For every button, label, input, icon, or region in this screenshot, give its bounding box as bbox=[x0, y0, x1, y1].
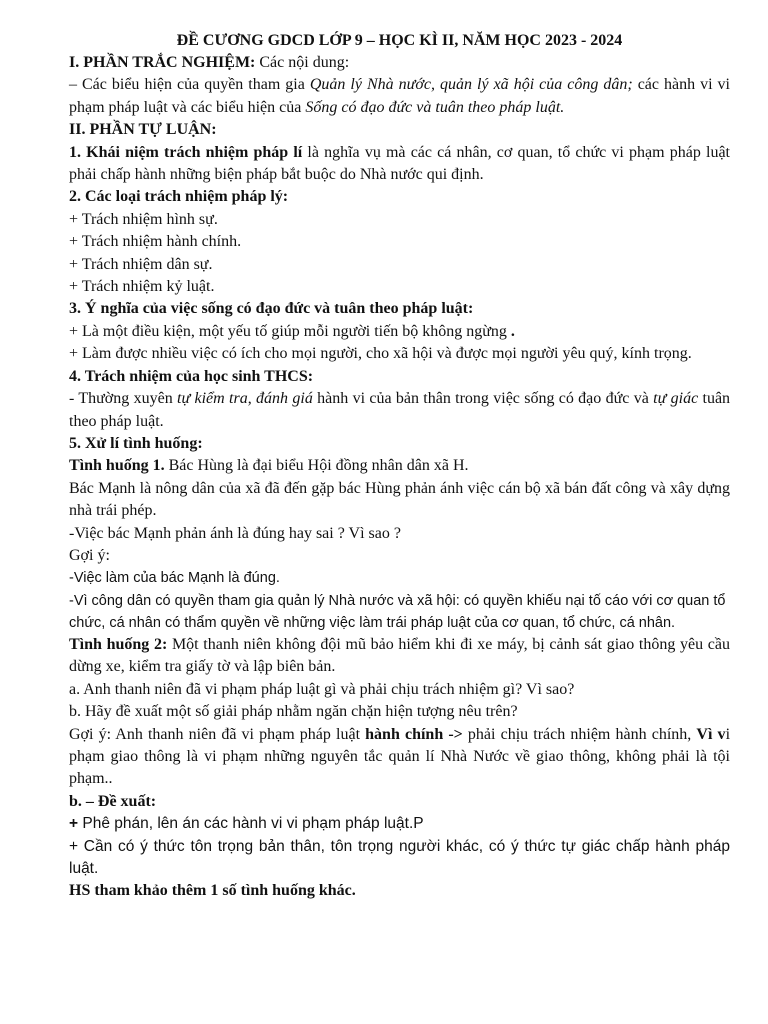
situation2-hint-a: Gợi ý: Anh thanh niên đã vi phạm pháp luật bbox=[69, 725, 366, 743]
situation1-paragraph: Bác Mạnh là nông dân của xã đã đến gặp bác Hùng phản ánh việc cán bộ xã bán đất công và xây dựng nhà trái phép. bbox=[69, 479, 730, 520]
q5-heading bbox=[69, 433, 730, 455]
situation2-hint-c: phải chịu trách nhiệm hành chính, bbox=[462, 725, 697, 743]
q2-item: + Trách nhiệm dân sự. bbox=[69, 255, 213, 273]
proposal-item-1-text: Phê phán, lên án các hành vi vi phạm pháp luật.P bbox=[78, 815, 424, 833]
q1-text: là nghĩa vụ mà các cá nhân, cơ quan, tổ chức vi phạm pháp luật phải chấp hành những biện pháp bắt buộc do Nhà nước qui định. bbox=[69, 143, 730, 184]
situation2-hint-e: i phạm giao thông là vi phạm những nguyên tắc quản lí Nhà Nước về giao thông, không phải là tội phạm.. bbox=[69, 725, 731, 788]
part2-heading-text: II. PHẦN TỰ LUẬN: bbox=[69, 121, 217, 139]
situation2-question-b: b. Hãy đề xuất một số giải pháp nhằm ngăn chặn hiện tượng nêu trên? bbox=[69, 703, 518, 721]
situation2-hint bbox=[69, 724, 730, 791]
q4-heading bbox=[69, 366, 730, 388]
situation1-text: Bác Hùng là đại biểu Hội đồng nhân dân xã H. bbox=[164, 457, 469, 475]
part1-heading-line bbox=[69, 52, 730, 74]
q4-paragraph bbox=[69, 388, 730, 433]
q2-item: + Trách nhiệm hành chính. bbox=[69, 233, 242, 251]
proposal-heading bbox=[69, 791, 730, 813]
q4-text-b: tự kiểm tra bbox=[177, 390, 248, 408]
situation2-hint-d: Vì v bbox=[696, 725, 726, 743]
q5-heading-text: 5. Xử lí tình huống: bbox=[69, 434, 203, 452]
document-title: ĐỀ CƯƠNG GDCD LỚP 9 – HỌC KÌ II, NĂM HỌC 2023 - 2024 bbox=[176, 32, 623, 49]
q2-item: + Trách nhiệm kỷ luật. bbox=[69, 278, 215, 296]
part1-content bbox=[69, 74, 730, 119]
proposal-item-1 bbox=[69, 813, 730, 835]
situation2-intro bbox=[69, 634, 730, 679]
part1-text-a: – Các biểu hiện của quyền tham gia bbox=[69, 76, 310, 94]
situation2-label: Tình huống 2: bbox=[69, 635, 168, 653]
closing-note bbox=[69, 880, 730, 902]
q4-text-f: tự giác bbox=[653, 390, 699, 408]
q3-item-1-text: + Là một điều kiện, một yếu tố giúp mỗi người tiến bộ không ngừng bbox=[69, 322, 511, 340]
q4-text-d: đánh giá bbox=[256, 390, 313, 408]
situation2-text: Một thanh niên không đội mũ bảo hiểm khi đi xe máy, bị cảnh sát giao thông yêu cầu dừng xe, kiểm tra giấy tờ và lập biên bản. bbox=[69, 635, 731, 676]
situation1-hint-label: Gợi ý: bbox=[69, 546, 110, 564]
q4-text-a: - Thường xuyên bbox=[69, 390, 178, 408]
part2-heading bbox=[69, 119, 730, 141]
q3-heading-text: 3. Ý nghĩa của việc sống có đạo đức và tuân theo pháp luật: bbox=[69, 300, 474, 318]
q3-item-1-dot: . bbox=[510, 322, 515, 340]
part1-heading-rest: Các nội dung: bbox=[255, 54, 350, 71]
q3-heading bbox=[69, 298, 730, 320]
q1-bold: 1. Khái niệm trách nhiệm pháp lí bbox=[69, 143, 303, 161]
q2-heading bbox=[69, 186, 730, 208]
q4-text-e: hành vi của bản thân trong việc sống có đạo đức và bbox=[312, 390, 654, 408]
situation2-hint-b: hành chính -> bbox=[365, 725, 463, 743]
situation1-label: Tình huống 1. bbox=[69, 457, 165, 475]
q4-heading-text: 4. Trách nhiệm của học sinh THCS: bbox=[69, 367, 314, 385]
situation1-question: -Việc bác Mạnh phản ánh là đúng hay sai ? Vì sao ? bbox=[69, 524, 401, 542]
situation1-answer-2: -Vì công dân có quyền tham gia quản lý Nhà nước và xã hội: có quyền khiếu nại tố cáo với cơ quan tổ chức, cá nhân có thẩm quyền về những việc làm trái pháp luật của cơ quan, tổ chức, cá nhân. bbox=[69, 592, 726, 631]
proposal-heading-text: b. – Đề xuất: bbox=[69, 792, 157, 810]
situation1-answer-1: -Việc làm của bác Mạnh là đúng. bbox=[69, 570, 280, 587]
q1-paragraph bbox=[69, 142, 730, 187]
q3-item-2: + Làm được nhiều việc có ích cho mọi người, cho xã hội và được mọi người yêu quý, kính trọng. bbox=[69, 345, 692, 363]
part1-text-d: Sống có đạo đức và tuân theo pháp luật. bbox=[305, 98, 565, 116]
situation1-intro bbox=[69, 455, 730, 477]
situation2-question-a: a. Anh thanh niên đã vi phạm pháp luật gì và phải chịu trách nhiệm gì? Vì sao? bbox=[69, 680, 575, 698]
q4-text-g: tuân theo pháp luật. bbox=[69, 390, 731, 430]
q4-text-c: , bbox=[247, 390, 257, 408]
q2-heading-text: 2. Các loại trách nhiệm pháp lý: bbox=[69, 188, 289, 206]
q2-item: + Trách nhiệm hình sự. bbox=[69, 210, 218, 228]
proposal-item-2: + Cần có ý thức tôn trọng bản thân, tôn trọng người khác, có ý thức tự giác chấp hành pháp luật. bbox=[69, 837, 730, 878]
q3-item-1 bbox=[69, 321, 730, 343]
part1-heading: I. PHẦN TRẮC NGHIỆM: bbox=[69, 54, 256, 71]
closing-note-text: HS tham khảo thêm 1 số tình huống khác. bbox=[69, 882, 356, 900]
part1-text-c: các hành vi vi phạm pháp luật và các biểu hiện của bbox=[69, 76, 731, 116]
proposal-item-1-plus: + bbox=[69, 815, 79, 833]
part1-text-b: Quản lý Nhà nước, quản lý xã hội của công dân; bbox=[309, 76, 633, 94]
